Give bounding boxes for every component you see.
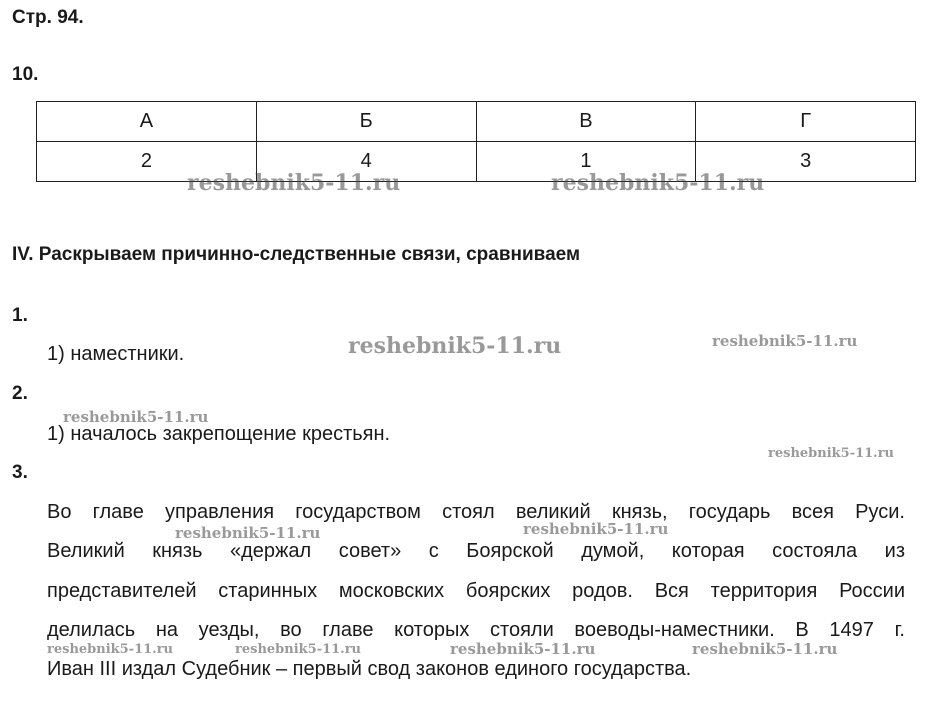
table-cell-value: 4 xyxy=(256,142,476,182)
answer-table xyxy=(36,101,916,182)
table-cell-header: А xyxy=(37,102,257,142)
watermark: reshebnik5-11.ru xyxy=(47,642,174,657)
task-10-number: 10. xyxy=(12,64,39,85)
question-3-line-4: делилась на уезды, во главе которых стояли воеводы-наместники. В 1497 г. xyxy=(47,619,905,641)
table-cell-value: 2 xyxy=(37,142,257,182)
question-2-answer: 1) началось закрепощение крестьян. xyxy=(47,423,391,445)
section-heading: IV. Раскрываем причинно-следственные связи, сравниваем xyxy=(12,244,581,265)
watermark: reshebnik5-11.ru xyxy=(551,170,765,196)
question-3-line-1: Во главе управления государством стоял великий князь, государь всея Руси. xyxy=(47,501,905,523)
table-cell-header: Б xyxy=(256,102,476,142)
table-cell-header: В xyxy=(476,102,696,142)
question-2-number: 2. xyxy=(12,383,28,404)
watermark: reshebnik5-11.ru xyxy=(348,333,562,359)
page-reference: Стр. 94. xyxy=(12,7,84,28)
question-1-number: 1. xyxy=(12,305,28,326)
question-3-line-2: Великий князь «держал совет» с Боярской думой, которая состояла из xyxy=(47,540,905,562)
watermark: reshebnik5-11.ru xyxy=(523,520,669,538)
question-3-line-5: Иван III издал Судебник – первый свод законов единого государства. xyxy=(47,658,692,680)
watermark: reshebnik5-11.ru xyxy=(692,640,838,658)
watermark: reshebnik5-11.ru xyxy=(450,640,596,658)
answer-table-header-row xyxy=(37,102,916,142)
question-3-line-3: представителей старинных московских боярских родов. Вся территория России xyxy=(47,580,905,602)
question-1-answer: 1) наместники. xyxy=(47,343,185,365)
watermark: reshebnik5-11.ru xyxy=(235,642,362,657)
answer-table-value-row xyxy=(37,142,916,182)
watermark: reshebnik5-11.ru xyxy=(768,446,895,461)
table-cell-header: Г xyxy=(696,102,916,142)
watermark: reshebnik5-11.ru xyxy=(175,524,321,542)
watermark: reshebnik5-11.ru xyxy=(187,170,401,196)
table-cell-value: 3 xyxy=(696,142,916,182)
watermark: reshebnik5-11.ru xyxy=(63,408,209,426)
watermark: reshebnik5-11.ru xyxy=(712,332,858,350)
question-3-number: 3. xyxy=(12,462,28,483)
table-cell-value: 1 xyxy=(476,142,696,182)
